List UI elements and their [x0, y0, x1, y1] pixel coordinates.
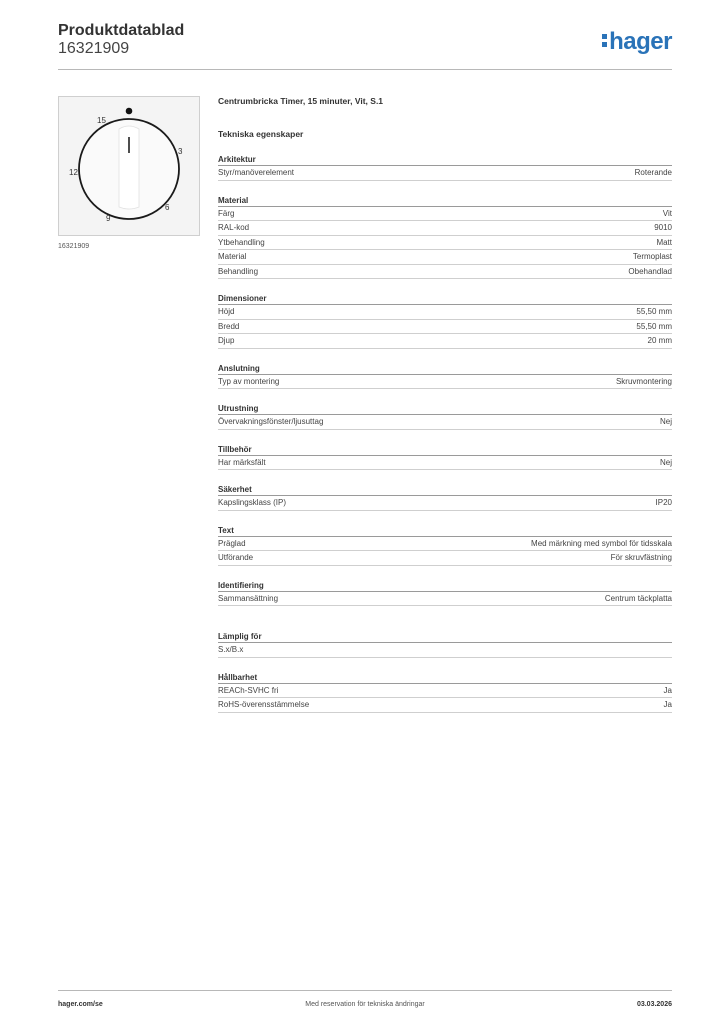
spec-row	[218, 221, 672, 236]
spec-group-title: Identifiering	[218, 580, 672, 592]
spec-group-title: Text	[218, 525, 672, 537]
spec-group-title: Säkerhet	[218, 484, 672, 496]
spec-value: Skruvmontering	[615, 376, 672, 386]
dial-label-9: 9	[106, 214, 111, 223]
spec-row	[218, 456, 672, 471]
spec-label: S.x/B.x	[218, 645, 244, 654]
spec-row	[218, 496, 672, 511]
product-name: Centrumbricka Timer, 15 minuter, Vit, S.1	[218, 96, 384, 106]
spec-row	[218, 551, 672, 566]
spec-value: IP20	[655, 498, 672, 507]
spec-row	[218, 537, 672, 552]
spec-group	[218, 293, 672, 349]
spec-group-title: Material	[218, 195, 672, 207]
spec-label: Bredd	[218, 321, 240, 331]
spec-value: För skruvfästning	[610, 553, 672, 562]
spec-value: Ja	[663, 700, 672, 709]
spec-label: Höjd	[218, 307, 235, 316]
spec-row	[218, 250, 672, 265]
spec-row	[218, 415, 672, 430]
spec-value: Nej	[659, 417, 672, 426]
spec-groups	[218, 154, 672, 713]
image-caption: 16321909	[58, 243, 90, 250]
spec-label: Material	[218, 252, 247, 261]
dial-label-3: 3	[178, 147, 183, 156]
spec-value: Vit	[662, 208, 672, 218]
spec-value: Obehandlad	[628, 266, 672, 276]
spec-group-title: Utrustning	[218, 403, 672, 415]
dial-label-12: 12	[69, 168, 78, 177]
document-title: Produktdatablad	[58, 22, 185, 39]
footer-note: Med reservation för tekniska ändringar	[305, 1001, 425, 1008]
spec-group	[218, 580, 672, 607]
spec-row	[218, 334, 672, 349]
page-header	[58, 20, 672, 70]
spec-group-title: Dimensioner	[218, 293, 672, 305]
spec-row	[218, 207, 672, 222]
spec-row	[218, 698, 672, 713]
spec-group	[218, 631, 672, 658]
spec-label: RoHS-överensstämmelse	[218, 700, 310, 709]
spec-label: Sammansättning	[218, 593, 279, 603]
spec-label: Präglad	[218, 538, 246, 548]
dial-label-6: 6	[165, 203, 170, 212]
spec-group-title: Tillbehör	[218, 444, 672, 456]
spec-group-title: Lämplig för	[218, 631, 672, 643]
spec-label: Styr/manöverelement	[218, 168, 295, 177]
spec-value: Nej	[659, 457, 672, 467]
product-image	[58, 96, 200, 236]
spec-group	[218, 363, 672, 390]
spec-row	[218, 684, 672, 699]
spec-row	[218, 305, 672, 320]
spec-content	[218, 96, 672, 713]
spec-row	[218, 375, 672, 390]
spec-value: 55,50 mm	[636, 307, 672, 316]
logo-text: hager	[609, 28, 672, 55]
dial-label-15: 15	[97, 116, 106, 125]
spec-value: 20 mm	[647, 336, 672, 345]
spec-label: RAL-kod	[218, 223, 250, 232]
spec-label: Behandling	[218, 266, 259, 276]
spec-value: Matt	[656, 237, 672, 247]
spec-value: Centrum täckplatta	[604, 593, 672, 603]
spec-label: REACh-SVHC fri	[218, 685, 279, 695]
spec-group	[218, 444, 672, 471]
spec-label: Typ av montering	[218, 376, 280, 386]
spec-row	[218, 643, 672, 658]
spec-row	[218, 236, 672, 251]
footer-date: 03.03.2026	[636, 1001, 672, 1008]
document-number: 16321909	[58, 40, 130, 57]
hager-logo	[602, 28, 672, 56]
section-heading: Tekniska egenskaper	[218, 129, 304, 139]
spec-label: Övervakningsfönster/ljusuttag	[218, 417, 324, 426]
spec-group-title: Arkitektur	[218, 154, 672, 166]
spec-row	[218, 166, 672, 181]
logo-colon-icon	[602, 34, 607, 48]
spec-group	[218, 154, 672, 181]
spec-group-title: Anslutning	[218, 363, 672, 375]
page-footer	[58, 990, 672, 1014]
timer-dial-illustration	[59, 97, 199, 235]
spec-label: Utförande	[218, 553, 254, 562]
spec-value: Ja	[663, 685, 672, 695]
spec-row	[218, 320, 672, 335]
spec-label: Ytbehandling	[218, 237, 265, 247]
footer-website: hager.com/se	[58, 1001, 103, 1008]
spec-group	[218, 525, 672, 566]
dial-marker-dot	[126, 108, 133, 115]
spec-group	[218, 195, 672, 280]
spec-group	[218, 484, 672, 511]
spec-row	[218, 592, 672, 607]
spec-value: Termoplast	[632, 252, 672, 261]
spec-label: Djup	[218, 336, 235, 345]
spec-group	[218, 403, 672, 430]
spec-value: Roterande	[634, 168, 672, 177]
spec-group	[218, 672, 672, 713]
spec-value: Med märkning med symbol för tidsskala	[531, 538, 672, 548]
spec-row	[218, 265, 672, 280]
spec-value: 55,50 mm	[636, 321, 672, 331]
spec-group-title: Hållbarhet	[218, 672, 672, 684]
spec-value: 9010	[654, 223, 672, 232]
spec-label: Kapslingsklass (IP)	[218, 498, 287, 507]
spec-label: Har märksfält	[218, 457, 266, 467]
spec-label: Färg	[218, 208, 235, 218]
